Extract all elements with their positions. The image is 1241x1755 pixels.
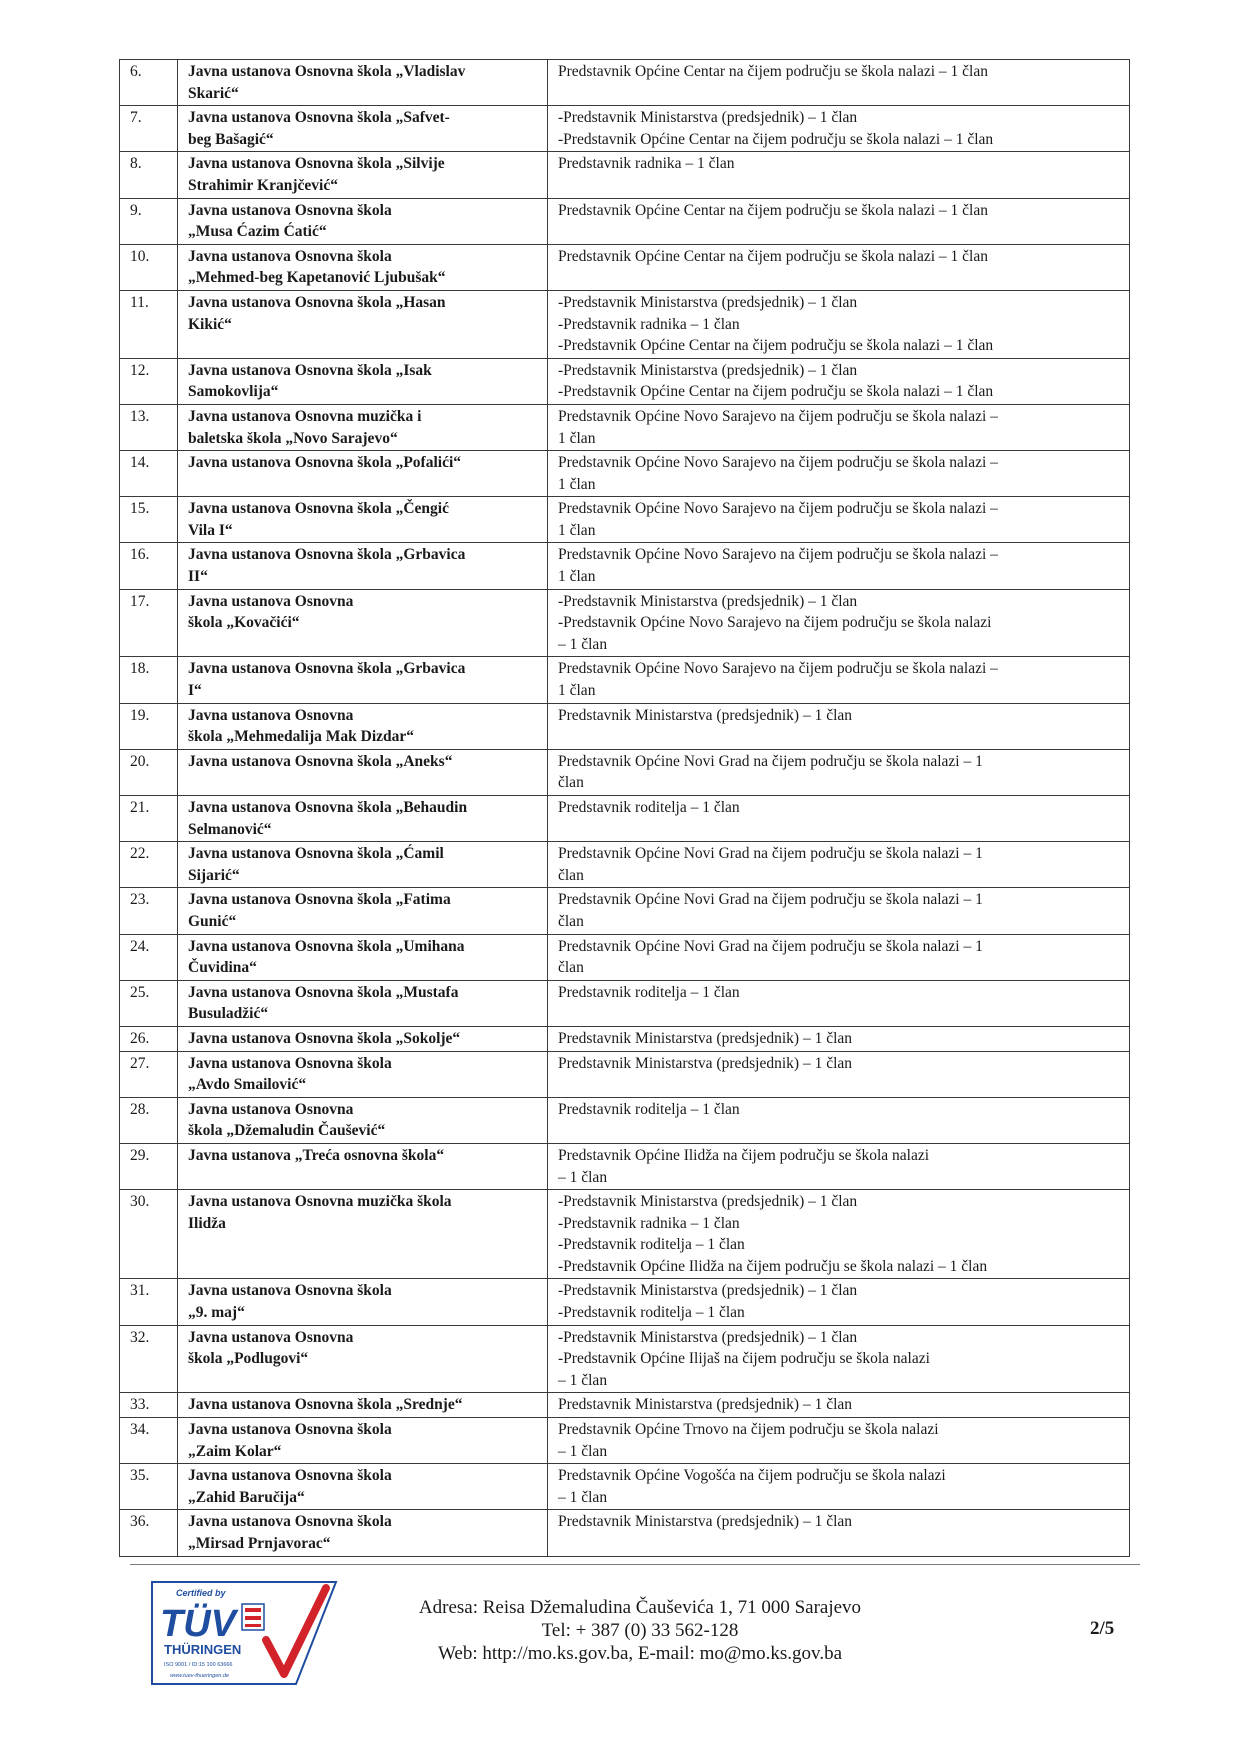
row-number: 10. [120, 244, 178, 290]
school-name-line: škola „Kovačići“ [188, 614, 300, 632]
representative-line: Predstavnik Ministarstva (predsjednik) – 1 član [558, 706, 853, 724]
table-row [120, 703, 1130, 749]
table-row [120, 451, 1130, 497]
representative-line: Predstavnik Općine Novo Sarajevo na čijem području se škola nalazi – [558, 500, 998, 518]
representative-line: -Predstavnik Ministarstva (predsjednik) – 1 član [558, 1328, 858, 1346]
representative-line: Predstavnik Općine Ilidža na čijem području se škola nalazi [558, 1146, 930, 1164]
footer-contact [360, 1596, 920, 1665]
school-name-line: Javna ustanova Osnovna škola „Hasan [188, 293, 446, 311]
school-name-cell [178, 1393, 548, 1418]
school-name-cell [178, 1143, 548, 1189]
school-name-line: Gunić“ [188, 912, 237, 930]
school-name-cell [178, 888, 548, 934]
representative-cell [548, 152, 1130, 198]
logo-certified-text: Certified by [176, 1588, 226, 1598]
row-number: 11. [120, 290, 178, 358]
representative-line: član [558, 774, 584, 792]
representative-line: Predstavnik Općine Novi Grad na čijem području se škola nalazi – 1 [558, 752, 983, 770]
school-name-cell [178, 749, 548, 795]
logo-url-text: www.tuev-thueringen.de [170, 1673, 230, 1679]
school-name-line: Vila I“ [188, 521, 233, 539]
table-row [120, 1051, 1130, 1097]
representative-cell [548, 358, 1130, 404]
representative-line: -Predstavnik Općine Ilijaš na čijem području se škola nalazi [558, 1350, 930, 1368]
school-name-line: Javna ustanova Osnovna škola „Umihana [188, 937, 465, 955]
school-name-line: Strahimir Kranjčević“ [188, 176, 338, 194]
school-name-line: Javna ustanova Osnovna škola „Grbavica [188, 546, 466, 564]
representative-line: Predstavnik Općine Vogošća na čijem području se škola nalazi [558, 1467, 946, 1485]
school-name-cell [178, 152, 548, 198]
school-name-line: Javna ustanova Osnovna škola [188, 247, 392, 265]
school-name-line: Javna ustanova Osnovna škola „Isak [188, 361, 432, 379]
representative-cell [548, 1418, 1130, 1464]
representative-cell [548, 1279, 1130, 1325]
representative-line: -Predstavnik Općine Centar na čijem području se škola nalazi – 1 član [558, 337, 994, 355]
representative-line: 1 član [558, 429, 596, 447]
page-number: 2/5 [1090, 1618, 1115, 1639]
representative-line: -Predstavnik roditelja – 1 član [558, 1236, 745, 1254]
school-name-line: Čuvidina“ [188, 959, 257, 977]
representative-cell [548, 703, 1130, 749]
representative-line: član [558, 866, 584, 884]
school-name-cell [178, 358, 548, 404]
representative-line: -Predstavnik roditelja – 1 član [558, 1304, 745, 1322]
representative-line: – 1 član [558, 1488, 608, 1506]
representative-line: Predstavnik Ministarstva (predsjednik) – 1 član [558, 1054, 853, 1072]
table-row [120, 497, 1130, 543]
school-name-line: Skarić“ [188, 84, 239, 102]
table-row [120, 589, 1130, 657]
school-name-line: Javna ustanova Osnovna škola „Vladislav [188, 63, 466, 80]
school-name-cell [178, 290, 548, 358]
school-name-line: Javna ustanova Osnovna škola „Aneks“ [188, 752, 453, 770]
row-number: 26. [120, 1026, 178, 1051]
school-name-line: škola „Džemaludin Čaušević“ [188, 1122, 386, 1140]
representative-cell [548, 1325, 1130, 1393]
school-name-line: Javna ustanova Osnovna škola „Behaudin [188, 799, 468, 816]
school-name-line: „9. maj“ [188, 1304, 245, 1322]
school-name-line: Javna ustanova Osnovna škola [188, 1282, 392, 1300]
school-name-line: Busuladžić“ [188, 1005, 269, 1023]
representative-cell [548, 1464, 1130, 1510]
tuv-certification-logo [146, 1578, 344, 1688]
school-name-line: „Mehmed-beg Kapetanović Ljubušak“ [188, 269, 446, 287]
representative-cell [548, 198, 1130, 244]
school-name-line: Javna ustanova Osnovna škola „Čengić [188, 500, 449, 518]
representative-cell [548, 404, 1130, 450]
representative-line: član [558, 912, 584, 930]
school-name-line: škola „Mehmedalija Mak Dizdar“ [188, 728, 415, 746]
representative-line: -Predstavnik Ministarstva (predsjednik) – 1 član [558, 361, 858, 379]
school-name-cell [178, 1190, 548, 1279]
representative-line: Predstavnik Općine Novi Grad na čijem području se škola nalazi – 1 [558, 845, 983, 863]
table-row [120, 842, 1130, 888]
school-name-line: Javna ustanova Osnovna škola [188, 1513, 392, 1531]
representative-line: Predstavnik Općine Novo Sarajevo na čijem području se škola nalazi – [558, 660, 998, 678]
representative-line: Predstavnik Općine Centar na čijem području se škola nalazi – 1 član [558, 201, 988, 219]
row-number: 14. [120, 451, 178, 497]
row-number: 35. [120, 1464, 178, 1510]
representative-cell [548, 796, 1130, 842]
representative-line: Predstavnik Općine Novi Grad na čijem području se škola nalazi – 1 [558, 891, 983, 909]
table-row [120, 404, 1130, 450]
school-name-line: „Avdo Smailović“ [188, 1076, 307, 1094]
row-number: 21. [120, 796, 178, 842]
footer-phone: Tel: + 387 (0) 33 562-128 [541, 1620, 739, 1641]
representative-line: Predstavnik Ministarstva (predsjednik) – 1 član [558, 1513, 853, 1531]
school-name-line: Javna ustanova Osnovna škola „Mustafa [188, 983, 459, 1001]
row-number: 8. [120, 152, 178, 198]
table-row [120, 1143, 1130, 1189]
row-number: 30. [120, 1190, 178, 1279]
table-row [120, 1393, 1130, 1418]
representative-line: 1 član [558, 568, 596, 586]
representative-cell [548, 888, 1130, 934]
representative-line: Predstavnik Općine Novo Sarajevo na čijem području se škola nalazi – [558, 454, 998, 472]
representative-cell [548, 1510, 1130, 1556]
representative-line: -Predstavnik Ministarstva (predsjednik) – 1 član [558, 1193, 858, 1211]
row-number: 33. [120, 1393, 178, 1418]
representative-line: 1 član [558, 475, 596, 493]
footer-divider [130, 1564, 1140, 1565]
representative-line: član [558, 959, 584, 977]
representative-line: Predstavnik Općine Centar na čijem području se škola nalazi – 1 član [558, 247, 988, 265]
school-name-cell [178, 198, 548, 244]
representative-cell [548, 451, 1130, 497]
school-name-line: „Zahid Baručija“ [188, 1488, 305, 1506]
representative-line: -Predstavnik radnika – 1 član [558, 315, 740, 333]
school-board-table [119, 59, 1130, 1557]
row-number: 9. [120, 198, 178, 244]
representative-line: -Predstavnik Općine Centar na čijem području se škola nalazi – 1 član [558, 383, 994, 401]
table-row [120, 980, 1130, 1026]
school-name-line: škola „Podlugovi“ [188, 1350, 309, 1368]
representative-cell [548, 1143, 1130, 1189]
row-number: 24. [120, 934, 178, 980]
representative-line: -Predstavnik Ministarstva (predsjednik) – 1 član [558, 592, 858, 610]
school-name-line: Javna ustanova Osnovna škola „Srednje“ [188, 1396, 463, 1414]
school-name-line: Javna ustanova Osnovna škola „Silvije [188, 155, 445, 173]
representative-cell [548, 749, 1130, 795]
representative-line: Predstavnik roditelja – 1 član [558, 799, 740, 816]
representative-cell [548, 1051, 1130, 1097]
school-name-line: beg Bašagić“ [188, 130, 274, 148]
representative-line: Predstavnik Općine Novo Sarajevo na čijem području se škola nalazi – [558, 546, 998, 564]
document-page [119, 59, 1129, 1557]
row-number: 36. [120, 1510, 178, 1556]
row-number: 7. [120, 106, 178, 152]
table-row [120, 1464, 1130, 1510]
row-number: 19. [120, 703, 178, 749]
school-name-line: I“ [188, 682, 202, 700]
school-name-cell [178, 60, 548, 106]
school-name-cell [178, 1418, 548, 1464]
row-number: 6. [120, 60, 178, 106]
table-row [120, 934, 1130, 980]
row-number: 20. [120, 749, 178, 795]
representative-line: – 1 član [558, 1442, 608, 1460]
school-name-cell [178, 657, 548, 703]
representative-cell [548, 657, 1130, 703]
representative-line: Predstavnik Ministarstva (predsjednik) – 1 član [558, 1029, 853, 1047]
school-name-cell [178, 980, 548, 1026]
representative-line: Predstavnik Ministarstva (predsjednik) – 1 član [558, 1396, 853, 1414]
table-row [120, 358, 1130, 404]
table-row [120, 543, 1130, 589]
footer-web-email: Web: http://mo.ks.gov.ba, E-mail: mo@mo.ks.gov.ba [437, 1643, 843, 1664]
representative-line: Predstavnik Općine Trnovo na čijem području se škola nalazi [558, 1421, 939, 1439]
school-name-line: Javna ustanova Osnovna škola [188, 201, 392, 219]
school-name-line: Ilidža [188, 1214, 226, 1232]
representative-cell [548, 60, 1130, 106]
table-row [120, 1026, 1130, 1051]
row-number: 27. [120, 1051, 178, 1097]
school-name-cell [178, 1026, 548, 1051]
school-name-cell [178, 1097, 548, 1143]
row-number: 32. [120, 1325, 178, 1393]
school-name-line: Javna ustanova Osnovna škola „Grbavica [188, 660, 466, 678]
representative-cell [548, 980, 1130, 1026]
table-row [120, 749, 1130, 795]
school-name-cell [178, 106, 548, 152]
representative-cell [548, 543, 1130, 589]
row-number: 34. [120, 1418, 178, 1464]
representative-cell [548, 1097, 1130, 1143]
representative-line: – 1 član [558, 1371, 608, 1389]
table-row [120, 657, 1130, 703]
row-number: 17. [120, 589, 178, 657]
row-number: 18. [120, 657, 178, 703]
row-number: 23. [120, 888, 178, 934]
representative-line: Predstavnik radnika – 1 član [558, 155, 735, 173]
school-name-line: „Musa Ćazim Ćatić“ [188, 223, 327, 241]
table-row [120, 1325, 1130, 1393]
row-number: 16. [120, 543, 178, 589]
school-name-cell [178, 1464, 548, 1510]
logo-brand-text: TÜV [160, 1603, 236, 1645]
school-name-cell [178, 497, 548, 543]
school-name-line: Javna ustanova Osnovna škola [188, 1054, 392, 1072]
table-row [120, 198, 1130, 244]
table-row [120, 1190, 1130, 1279]
table-row [120, 1279, 1130, 1325]
representative-line: -Predstavnik Općine Novo Sarajevo na čijem području se škola nalazi [558, 614, 992, 632]
school-name-line: Javna ustanova „Treća osnovna škola“ [188, 1146, 445, 1164]
table-row [120, 244, 1130, 290]
representative-cell [548, 244, 1130, 290]
representative-cell [548, 842, 1130, 888]
footer-address: Adresa: Reisa Džemaludina Čauševića 1, 71 000 Sarajevo [418, 1597, 862, 1618]
table-row [120, 796, 1130, 842]
school-name-line: Samokovlija“ [188, 383, 279, 401]
logo-region-text: THÜRINGEN [164, 1642, 242, 1657]
row-number: 22. [120, 842, 178, 888]
school-name-cell [178, 1051, 548, 1097]
representative-line: Predstavnik roditelja – 1 član [558, 983, 740, 1001]
representative-line: -Predstavnik Ministarstva (predsjednik) – 1 član [558, 1282, 858, 1300]
table-row [120, 1510, 1130, 1556]
school-name-line: Javna ustanova Osnovna [188, 706, 354, 724]
school-name-line: Javna ustanova Osnovna [188, 592, 354, 610]
school-name-cell [178, 1325, 548, 1393]
school-name-line: Javna ustanova Osnovna škola „Safvet- [188, 109, 450, 127]
representative-line: -Predstavnik Općine Centar na čijem području se škola nalazi – 1 član [558, 130, 994, 148]
school-name-cell [178, 451, 548, 497]
table-row [120, 1097, 1130, 1143]
school-name-line: Javna ustanova Osnovna škola „Sokolje“ [188, 1029, 461, 1047]
logo-iso-text: ISO 9001 / ID:15 100 63666 [164, 1662, 233, 1668]
school-name-line: „Zaim Kolar“ [188, 1442, 282, 1460]
school-name-line: Javna ustanova Osnovna [188, 1100, 354, 1118]
representative-line: – 1 član [558, 635, 608, 653]
school-name-cell [178, 244, 548, 290]
representative-cell [548, 1393, 1130, 1418]
school-name-cell [178, 589, 548, 657]
school-name-cell [178, 1510, 548, 1556]
school-name-line: Javna ustanova Osnovna škola [188, 1467, 392, 1485]
table-row [120, 106, 1130, 152]
representative-line: -Predstavnik radnika – 1 član [558, 1214, 740, 1232]
table-row [120, 152, 1130, 198]
school-name-cell [178, 703, 548, 749]
table-row [120, 1418, 1130, 1464]
school-name-cell [178, 934, 548, 980]
table-row [120, 290, 1130, 358]
school-name-line: Javna ustanova Osnovna škola „Ćamil [188, 845, 444, 863]
representative-cell [548, 290, 1130, 358]
school-name-line: Sijarić“ [188, 866, 240, 884]
row-number: 28. [120, 1097, 178, 1143]
row-number: 13. [120, 404, 178, 450]
representative-line: Predstavnik Općine Novi Grad na čijem području se škola nalazi – 1 [558, 937, 983, 955]
table-row [120, 60, 1130, 106]
representative-line: 1 član [558, 682, 596, 700]
representative-cell [548, 497, 1130, 543]
representative-line: Predstavnik roditelja – 1 član [558, 1100, 740, 1118]
school-name-cell [178, 796, 548, 842]
table-body [120, 60, 1130, 1557]
school-name-line: Javna ustanova Osnovna škola „Fatima [188, 891, 451, 909]
representative-cell [548, 106, 1130, 152]
row-number: 31. [120, 1279, 178, 1325]
school-name-line: baletska škola „Novo Sarajevo“ [188, 429, 398, 447]
representative-line: Predstavnik Općine Novo Sarajevo na čijem području se škola nalazi – [558, 407, 998, 425]
school-name-line: Javna ustanova Osnovna škola „Pofalići“ [188, 454, 462, 472]
representative-cell [548, 1190, 1130, 1279]
representative-cell [548, 1026, 1130, 1051]
school-name-line: Kikić“ [188, 315, 232, 333]
representative-cell [548, 934, 1130, 980]
row-number: 29. [120, 1143, 178, 1189]
school-name-line: Selmanović“ [188, 820, 272, 838]
representative-line: -Predstavnik Ministarstva (predsjednik) – 1 član [558, 109, 858, 127]
school-name-line: II“ [188, 568, 208, 586]
row-number: 15. [120, 497, 178, 543]
school-name-cell [178, 1279, 548, 1325]
representative-line: -Predstavnik Općine Ilidža na čijem području se škola nalazi – 1 član [558, 1257, 988, 1275]
representative-cell [548, 589, 1130, 657]
representative-line: Predstavnik Općine Centar na čijem području se škola nalazi – 1 član [558, 63, 988, 80]
table-row [120, 888, 1130, 934]
school-name-line: Javna ustanova Osnovna škola [188, 1421, 392, 1439]
row-number: 12. [120, 358, 178, 404]
representative-line: – 1 član [558, 1168, 608, 1186]
school-name-cell [178, 404, 548, 450]
school-name-line: Javna ustanova Osnovna muzička i [188, 407, 422, 425]
school-name-line: „Mirsad Prnjavorac“ [188, 1535, 331, 1552]
school-name-line: Javna ustanova Osnovna muzička škola [188, 1193, 452, 1211]
school-name-line: Javna ustanova Osnovna [188, 1328, 354, 1346]
school-name-cell [178, 543, 548, 589]
representative-line: -Predstavnik Ministarstva (predsjednik) – 1 član [558, 293, 858, 311]
school-name-cell [178, 842, 548, 888]
representative-line: 1 član [558, 521, 596, 539]
row-number: 25. [120, 980, 178, 1026]
